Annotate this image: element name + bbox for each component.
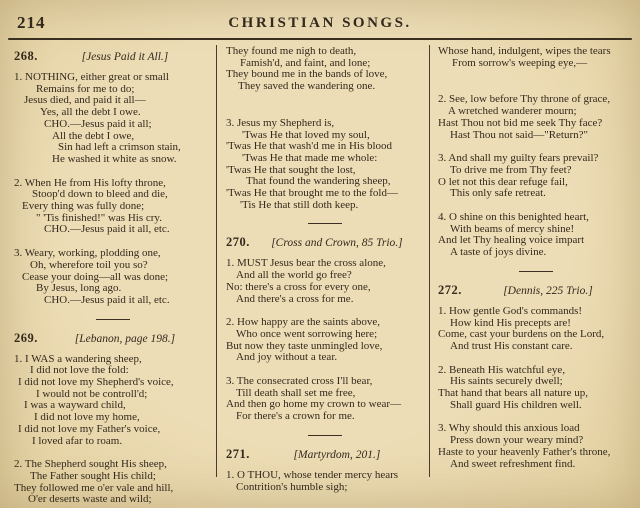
hymn-number: 271. xyxy=(226,446,250,461)
verse-line: 'Twas He that made me whole: xyxy=(242,151,378,164)
verse-line: 1. NOTHING, either great or small xyxy=(14,71,169,83)
verse-line: The Father sought His child; xyxy=(30,469,156,482)
verse xyxy=(438,365,634,412)
verse xyxy=(226,317,424,364)
vertical-gap xyxy=(226,105,424,118)
hymn-number: 269. xyxy=(14,330,38,345)
section-divider xyxy=(308,435,342,436)
verse-line: And all the world go free? xyxy=(236,269,352,282)
verse-line: Shall guard His children well. xyxy=(450,398,582,411)
verse xyxy=(14,178,212,237)
verse-line: I did not love my Father's voice, xyxy=(18,422,161,435)
verse-line: Every thing was fully done; xyxy=(22,200,145,213)
verse-line: A taste of joys divine. xyxy=(450,246,547,259)
section-divider xyxy=(308,223,342,224)
verse-line: With beams of mercy shine! xyxy=(450,222,575,235)
verse-line: 'Tis He that still doth keep. xyxy=(240,198,359,211)
verse-line: And joy without a tear. xyxy=(236,351,338,364)
text-column-1 xyxy=(14,46,212,506)
verse xyxy=(226,46,424,93)
verse-line: I did not love my home, xyxy=(34,411,140,424)
verse-line: 'Twas He that loved my soul, xyxy=(242,128,370,141)
verse-line: 3. The consecrated cross I'll bear, xyxy=(226,375,373,388)
verse-line: " 'Tis finished!" was His cry. xyxy=(36,211,162,224)
verse-line: 1. I WAS a wandering sheep, xyxy=(14,352,142,365)
verse-line: Hast Thou not said—"Return?" xyxy=(450,128,589,141)
verse-line: Hast Thou not bid me seek Thy face? xyxy=(438,116,603,129)
page-number: 214 xyxy=(17,13,46,32)
verse-line: They saved the wandering one. xyxy=(238,80,376,93)
verse-line: Yes, all the debt I owe. xyxy=(40,106,141,119)
verse-line: And let Thy healing voice impart xyxy=(438,234,585,247)
verse-line: 4. O shine on this benighted heart, xyxy=(438,211,589,224)
verse xyxy=(438,423,634,470)
verse-line: He washed it white as snow. xyxy=(52,152,177,165)
verse-line: All the debt I owe, xyxy=(52,129,135,142)
verse-line: Whose hand, indulgent, wipes the tears xyxy=(438,45,611,57)
verse xyxy=(438,94,634,141)
verse-line: And then go home my crown to wear— xyxy=(226,398,402,411)
verse-line: Oh, wherefore toil you so? xyxy=(30,258,148,271)
verse-line: 2. See, low before Thy throne of grace, xyxy=(438,93,611,106)
hymn-header xyxy=(14,331,212,346)
section-divider xyxy=(96,319,130,320)
verse-line: Remains for me to do; xyxy=(36,82,135,95)
verse-line: 3. Jesus my Shepherd is, xyxy=(226,116,335,129)
verse xyxy=(438,46,634,69)
verse-line: Haste to your heavenly Father's throne, xyxy=(438,445,611,458)
verse xyxy=(438,306,634,353)
verse-line: Contrition's humble sigh; xyxy=(236,480,348,493)
verse-line: 3. Why should this anxious load xyxy=(438,422,580,435)
verse-line: 'Twas He that sought the lost, xyxy=(226,163,356,176)
verse-line: No: there's a cross for every one, xyxy=(226,280,371,293)
verse-line: Stoop'd down to bleed and die, xyxy=(32,188,168,201)
verse-line: Till death shall set me free, xyxy=(236,386,356,399)
verse-line: Sin had left a crimson stain, xyxy=(58,141,181,154)
verse-line: 'Twas He that wash'd me in His blood xyxy=(226,140,393,153)
verse-line: CHO.—Jesus paid it all, etc. xyxy=(44,293,170,306)
verse-line: Who once went sorrowing here; xyxy=(236,327,378,340)
section-divider xyxy=(519,271,553,272)
verse-line: CHO.—Jesus paid it all, etc. xyxy=(44,223,170,236)
header-rule xyxy=(8,38,632,40)
verse-line: His saints securely dwell; xyxy=(450,375,563,388)
verse-line: O'er deserts waste and wild; xyxy=(28,493,152,506)
verse-line: 2. How happy are the saints above, xyxy=(226,316,380,329)
verse-line: Jesus died, and paid it all— xyxy=(24,94,146,107)
verse-line: I did not love my Shepherd's voice, xyxy=(18,376,174,389)
verse-line: 3. Weary, working, plodding one, xyxy=(14,247,161,260)
verse-line: And sweet refreshment find. xyxy=(450,457,576,470)
verse-line: 2. Beneath His watchful eye, xyxy=(438,363,566,376)
verse-line: And trust His constant care. xyxy=(450,339,573,352)
verse-line: Press down your weary mind? xyxy=(450,434,584,447)
verse-line: They found me nigh to death, xyxy=(226,45,357,57)
verse-line: I loved afar to roam. xyxy=(32,434,123,447)
hymn-tune-title: [Jesus Paid it All.] xyxy=(81,51,169,63)
hymn-header xyxy=(438,283,634,298)
verse-line: By Jesus, long ago. xyxy=(36,282,122,295)
hymn-number: 270. xyxy=(226,235,250,250)
verse-line: A wretched wanderer mourn; xyxy=(448,105,577,118)
verse-line: 2. The Shepherd sought His sheep, xyxy=(14,458,167,471)
hymn-tune-title: [Dennis, 225 Trio.] xyxy=(503,284,593,297)
hymn-header xyxy=(226,447,424,462)
verse xyxy=(438,153,634,200)
hymn-tune-title: [Cross and Crown, 85 Trio.] xyxy=(271,237,403,250)
hymn-tune-title: [Martyrdom, 201.] xyxy=(293,448,381,461)
verse-line: And there's a cross for me. xyxy=(236,292,354,305)
verse-line: Cease your doing—all was done; xyxy=(22,270,169,283)
column-rule-1 xyxy=(216,45,217,477)
verse xyxy=(14,459,212,506)
verse-line: Come, cast your burdens on the Lord, xyxy=(438,328,605,341)
verse-line: That hand that bears all nature up, xyxy=(438,387,588,400)
verse xyxy=(226,376,424,423)
verse-line: 1. O THOU, whose tender mercy hears xyxy=(226,468,399,481)
verse-line: They followed me o'er vale and hill, xyxy=(14,481,174,494)
verse-line: I did not love the fold: xyxy=(30,364,129,377)
verse-line: They bound me in the bands of love, xyxy=(226,68,388,81)
verse-line: 3. And shall my guilty fears prevail? xyxy=(438,152,599,165)
verse-line: I was a wayward child, xyxy=(24,399,126,412)
verse-line: 1. MUST Jesus bear the cross alone, xyxy=(226,257,386,270)
verse xyxy=(14,354,212,448)
hymn-header xyxy=(226,235,424,250)
verse-line: That found the wandering sheep, xyxy=(246,175,391,188)
verse-line: 'Twas He that brought me to the fold— xyxy=(226,187,398,200)
verse-line: O let not this dear refuge fail, xyxy=(438,175,568,188)
verse-line: How kind His precepts are! xyxy=(450,316,571,329)
verse xyxy=(14,72,212,166)
verse-line: This only safe retreat. xyxy=(450,187,546,200)
page-title: CHRISTIAN SONGS. xyxy=(228,15,412,31)
verse xyxy=(14,248,212,307)
verse xyxy=(226,118,424,212)
verse-line: To drive me from Thy feet? xyxy=(450,163,572,176)
text-column-2 xyxy=(226,46,424,500)
verse xyxy=(226,470,424,493)
hymn-number: 268. xyxy=(14,49,38,63)
verse xyxy=(226,258,424,305)
verse-line: But now they taste unmingled love, xyxy=(226,339,383,352)
verse xyxy=(438,212,634,259)
hymn-number: 272. xyxy=(438,282,462,297)
verse-line: For there's a crown for me. xyxy=(236,410,355,423)
verse-line: 2. When He from His lofty throne, xyxy=(14,176,166,189)
hymn-header xyxy=(14,49,212,64)
text-column-3 xyxy=(438,46,634,500)
column-rule-2 xyxy=(429,45,430,477)
verse-line: Famish'd, and faint, and lone; xyxy=(240,56,371,69)
verse-line: CHO.—Jesus paid it all; xyxy=(44,117,152,130)
verse-line: I would not be controll'd; xyxy=(36,387,148,400)
verse-line: From sorrow's weeping eye,— xyxy=(452,56,588,69)
verse-line: 1. How gentle God's commands! xyxy=(438,304,583,317)
hymn-tune-title: [Lebanon, page 198.] xyxy=(74,332,176,345)
